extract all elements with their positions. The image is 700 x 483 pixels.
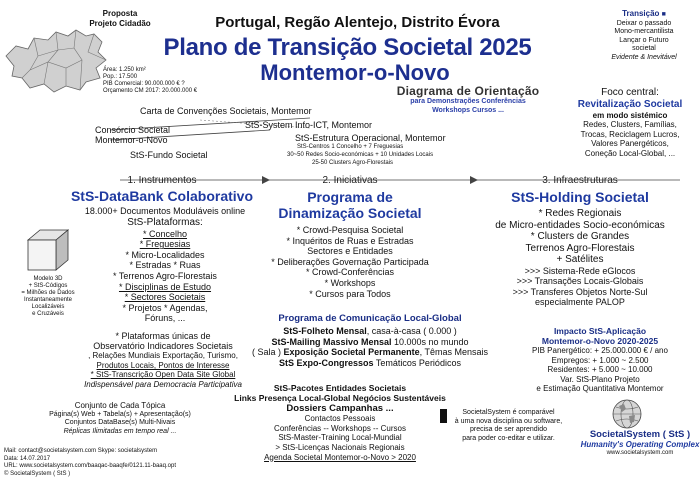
link-relacoes[interactable]: , Relações Mundiais Exportação, Turismo, xyxy=(88,351,238,361)
footer xyxy=(4,448,176,478)
comm-body: StS-Folheto Mensal, casa-à-casa ( 0.000 ) StS-Mailing Massivo Mensal 10.000s no mundo ( Sala ) Exposição Societal Permanente, Têmas Mensais StS Expo-Congressos Temáticos Periódicos xyxy=(252,326,488,368)
note-block: SocietalSystem é comparável à uma nova disciplina ou software, precisa de ser aprendido para poder co-editar e utilizar. xyxy=(454,409,563,442)
impact-title-2: Montemor-o-Novo 2020-2025 xyxy=(541,336,659,346)
transition-box: Transição ■ Deixar o passado Mono-mercantilista Lançar o Futuro societal Evidente & Inevitável xyxy=(590,10,698,62)
region-title: Portugal, Regão Alentejo, Distrito Évora xyxy=(215,14,500,31)
comm-title: Programa de Comunicação Local-Global xyxy=(278,313,462,324)
page-title: Plano de Transição Societal 2025 xyxy=(163,34,532,61)
focus-title: Foco central: xyxy=(601,87,659,98)
conjunto-block: Conjunto de Cada Tópica Página(s) Web + Tabela(s) + Apresentação(s) Conjuntos DataBase(s) Multi-Nivais Réplicas Ilimitadas em tempo real ... xyxy=(49,401,191,435)
arrow-head-1 xyxy=(262,176,270,184)
link-concelho[interactable]: * Concelho xyxy=(142,228,188,239)
col1-title: StS-DataBank Colaborativo xyxy=(70,188,254,204)
focus-sub: em modo sistémico xyxy=(592,110,668,120)
col2-title-2: Dinamização Societal xyxy=(278,205,422,221)
map-info: Área: 1.250 km² Pop.: 17.500 PIB Comercial: 90.000.000 € ? Orçamento CM 2017: 20.000.000 € xyxy=(103,67,198,94)
footer-date: Data: 14.07.2017 xyxy=(4,455,51,462)
transition-title: Transição ■ xyxy=(622,9,666,18)
footer-mail[interactable]: Mail: contact@societalsystem.com Skype: societalsystem xyxy=(4,448,158,454)
brand-tagline: Humanity's Operating Complex xyxy=(580,440,700,449)
diagram-sub1: para Demonstrações Conferências xyxy=(410,98,526,105)
flow-clusters: 25-50 Clusters Agro-Florestais xyxy=(312,160,394,166)
flow-sysinfo: StS-System Info-ICT, Montemor xyxy=(245,120,373,130)
link-agenda-societal[interactable]: Agenda Societal Montemor-o-Novo > 2020 xyxy=(264,452,416,462)
pacotes-block: StS-Pacotes Entidades Societais Links Presença Local-Global Negócios Sustentáveis Dossiers Campanhas ... Contactos Pessoais Conferências -- Workshops -- Cursos StS-Master-Training Local-Mundial > StS-Licenças Nacionais Regionais Agenda Societal Montemor-o-Novo > 2020 xyxy=(230,384,450,462)
flow-consorcio-1: Consórcio Societal xyxy=(95,125,171,135)
flow-centros: StS-Centros 1 Concelho + 7 Freguesias xyxy=(297,144,404,150)
link-sectores[interactable]: * Sectores Societais xyxy=(124,292,206,303)
col1-body: 18.000+ Documentos Moduláveis online StS-Plataformas: * Concelho * Freguesias * Micro-Localidades * Estradas * Ruas * Terrenos Agro-Florestais * Disciplinas de Estudo * Sectores Societais * Projetos * Agendas, Fóruns, ... xyxy=(70,206,260,324)
col3-body: * Redes Regionais de Micro-entidades Socio-económicas * Clusters de Grandes Terrenos Agro-Florestais + Satélites >>> Sistema-Rede eGlocos >>> Transações Locais-Globais >>> Transferes Objetos Norte-Sul especialmente PALOP xyxy=(495,208,665,308)
flow-estrutura: StS-Estrutura Operacional, Montemor xyxy=(295,133,446,143)
flow-carta: Carta de Convenções Societais, Montemor xyxy=(140,106,312,116)
model-3d-label: Modelo 3D + StS-Códigos = Milhões de Dados Instantaneamente Localizáveis e Cruzáveis xyxy=(21,276,75,317)
focus-heading: Revitalização Societal xyxy=(577,99,683,110)
footer-copyright: © SocietalSystem ( StS ) xyxy=(4,470,71,477)
col1-step: 1. Instrumentos xyxy=(127,175,197,186)
col3-title: StS-Holding Societal xyxy=(511,189,649,205)
cube-3d-icon xyxy=(24,226,74,276)
arrow-head-2 xyxy=(470,176,478,184)
link-open-data[interactable]: * StS-Transcrição Open Data Site Global xyxy=(90,370,236,380)
flow-redes: 30~50 Redes Socio-económicas + 10 Unidades Locais xyxy=(287,152,434,158)
impact-title-1: Impacto StS-Aplicação xyxy=(553,326,647,336)
col2-step: 2. Iniciativas xyxy=(322,175,378,186)
col3-step: 3. Infraestruturas xyxy=(542,175,618,186)
city-title: Montemor-o-Novo xyxy=(260,60,450,85)
col1-observatory: * Plataformas únicas de Observatório Indicadores Societais , Relações Mundiais Exportação, Turismo, Produtos Locais, Pontos de Interesse * StS-Transcrição Open Data Site Global Indispensável para Democracia Participativa xyxy=(58,332,268,390)
brand-url[interactable]: www.societalsystem.com xyxy=(606,449,674,456)
col2-title-1: Programa de xyxy=(307,189,393,205)
brand-block xyxy=(580,429,700,457)
link-produtos[interactable]: Produtos Locais, Pontos de Interesse xyxy=(96,360,230,370)
proposal-label: Proposta Projeto Cidadão xyxy=(89,9,151,28)
diagram-title: Diagrama de Orientação xyxy=(396,84,540,98)
diagram-sub2: Workshops Cursos ... xyxy=(432,106,504,114)
globe-logo-icon xyxy=(610,398,644,430)
focus-block: Foco central: Revitalização Societal em modo sistémico Redes, Clusters, Famílias, Trocas, Reciclagem Lucros, Valores Panergéticos, Coneção Local-Global, ... xyxy=(560,87,700,158)
link-freguesias[interactable]: * Freguesias xyxy=(139,239,191,250)
flow-fundo: StS-Fundo Societal xyxy=(130,150,208,160)
flow-consorcio-2: Montemor-o-Novo xyxy=(95,135,168,145)
col2-body: * Crowd-Pesquisa Societal * Inquéritos de Ruas e Estradas Sectores e Entidades * Deliberações Governação Participada * Crowd-Conferências * Workshops * Cursos para Todos xyxy=(271,225,429,299)
impact-block: Impacto StS-Aplicação Montemor-o-Novo 2020-2025 PIB Panergético: + 25.000.000 € / ano Empregos: + 1.000 ~ 2.500 Residentes: + 5.000 ~ 10.000 Var. StS-Plano Projeto e Estimação Quantitativa Montemor xyxy=(515,326,685,394)
link-disciplinas[interactable]: * Disciplinas de Estudo xyxy=(118,281,212,292)
brand-name: SocietalSystem ( StS ) xyxy=(589,429,691,440)
footer-url[interactable]: URL: www.societalsystem.com/baaqac-baaqfe/0121.11-baaq.opt xyxy=(4,463,176,469)
square-bullet-icon: ■ xyxy=(661,11,666,18)
